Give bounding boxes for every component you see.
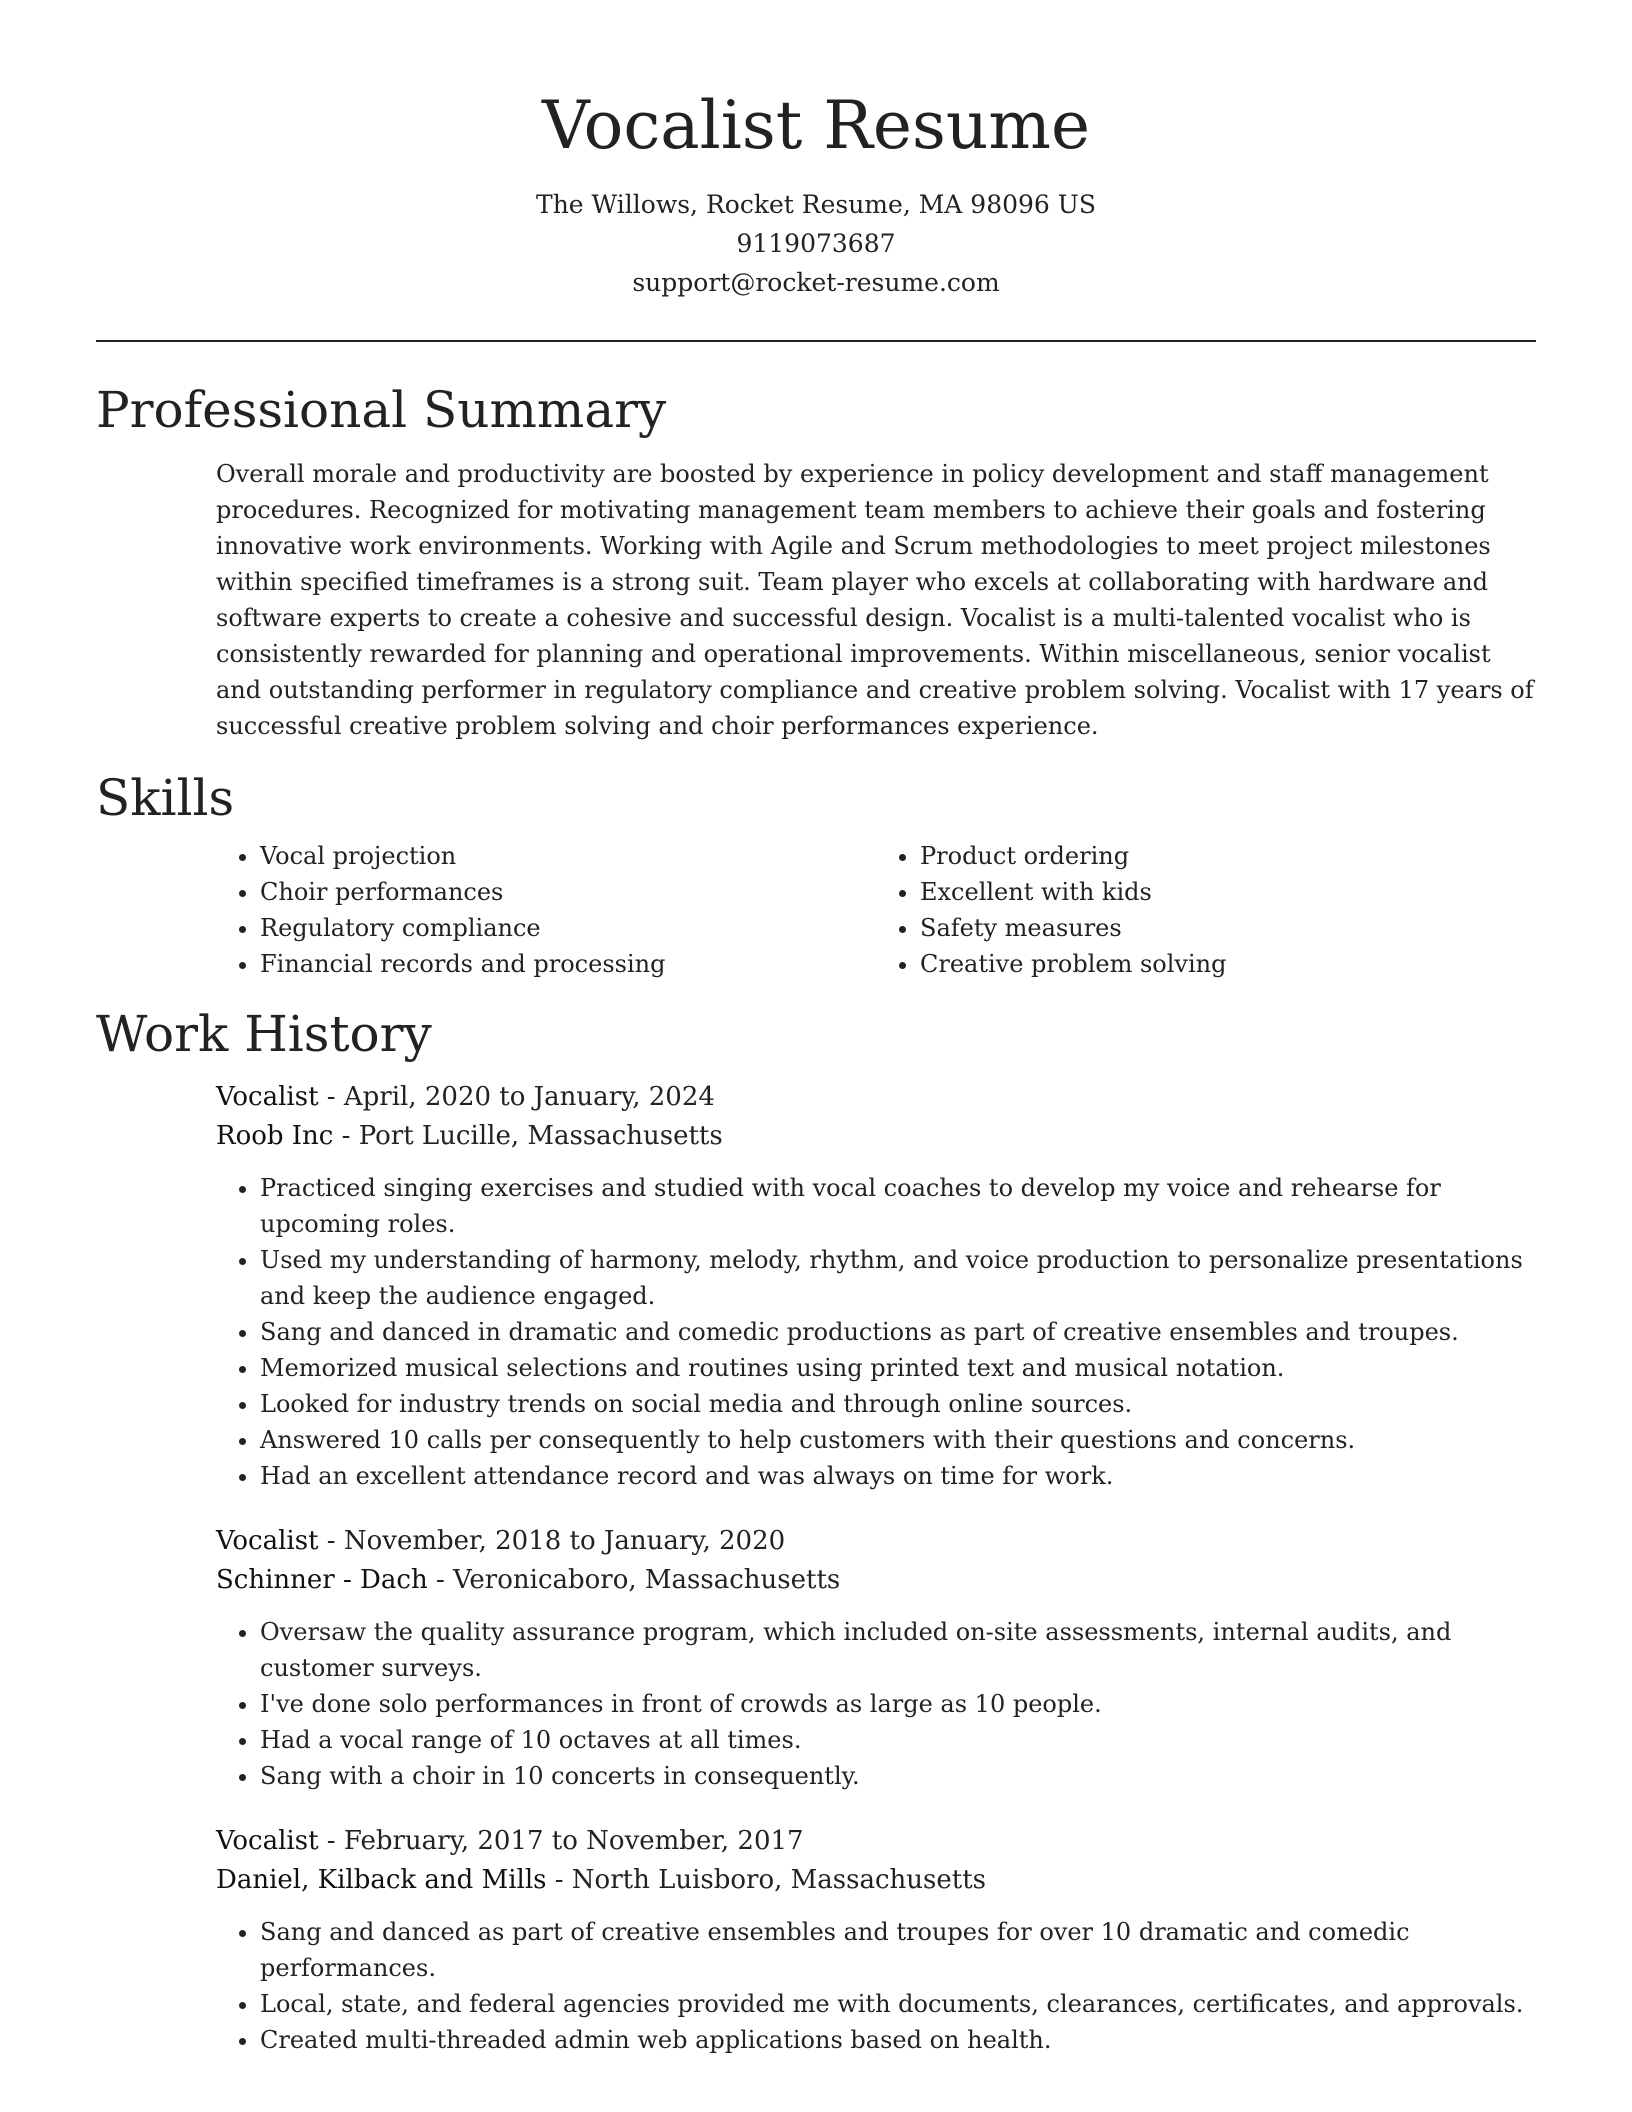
- skill-item: • Safety measures: [920, 910, 1536, 946]
- job-company-line: [216, 1561, 1536, 1600]
- summary-text: Overall morale and productivity are boosted by experience in policy development and staff management procedures. Recognized for motivating management team members to achieve their goals and fostering innovative work environments. Working with Agile and Scrum methodologies to meet project milestones within specified timeframes is a strong suit. Team player who excels at collaborating with hardware and software experts to create a cohesive and successful design. Vocalist is a multi-talented vocalist who is consistently rewarded for planning and operational improvements. Within miscellaneous, senior vocalist and outstanding performer in regulatory compliance and creative problem solving. Vocalist with 17 years of successful creative problem solving and choir performances experience.: [216, 460, 1534, 741]
- job-company: Roob Inc: [216, 1121, 334, 1152]
- skill-item: • Creative problem solving: [920, 946, 1536, 982]
- job-location: - Veronicaboro, Massachusetts: [427, 1565, 841, 1596]
- job-company-line: [216, 1117, 1536, 1156]
- contact-email: support@rocket-resume.com: [632, 268, 1000, 298]
- job-duties: [216, 1614, 1536, 1794]
- header-divider: [96, 340, 1536, 342]
- duty-item: • Looked for industry trends on social media and through online sources.: [260, 1386, 1536, 1422]
- job-title-line: [216, 1078, 1536, 1117]
- job-location: - North Luisboro, Massachusetts: [546, 1865, 986, 1896]
- duty-item: • I've done solo performances in front of crowds as large as 10 people.: [260, 1686, 1536, 1722]
- job-company: Daniel, Kilback and Mills: [216, 1865, 547, 1896]
- job-entry: [216, 1522, 1536, 1794]
- skill-item: • Excellent with kids: [920, 874, 1536, 910]
- duty-item: • Had an excellent attendance record and was always on time for work.: [260, 1458, 1536, 1494]
- job-duties: [216, 1914, 1536, 2058]
- summary-section: [96, 380, 1536, 744]
- summary-heading: Professional Summary: [96, 381, 667, 440]
- duty-item: • Used my understanding of harmony, melody, rhythm, and voice production to personalize presentations and keep the audience engaged.: [260, 1242, 1536, 1314]
- skills-section: [96, 768, 1536, 982]
- skill-item: • Product ordering: [920, 838, 1536, 874]
- duty-item: • Practiced singing exercises and studied with vocal coaches to develop my voice and rehearse for upcoming roles.: [260, 1170, 1536, 1242]
- job-role: Vocalist: [216, 1082, 319, 1113]
- job-dates: - April, 2020 to January, 2024: [318, 1082, 715, 1113]
- duty-item: • Memorized musical selections and routines using printed text and musical notation.: [260, 1350, 1536, 1386]
- work-history-section: [96, 1004, 1536, 2058]
- skill-item: • Regulatory compliance: [260, 910, 876, 946]
- duty-item: • Had a vocal range of 10 octaves at all times.: [260, 1722, 1536, 1758]
- job-dates: - November, 2018 to January, 2020: [318, 1526, 786, 1557]
- job-duties: [216, 1170, 1536, 1494]
- contact-phone: 9119073687: [736, 229, 896, 259]
- duty-item: • Local, state, and federal agencies provided me with documents, clearances, certificates, and approvals.: [260, 1986, 1536, 2022]
- job-role: Vocalist: [216, 1826, 319, 1857]
- contact-address: The Willows, Rocket Resume, MA 98096 US: [536, 190, 1096, 220]
- job-company-line: [216, 1861, 1536, 1900]
- duty-item: • Sang with a choir in 10 concerts in consequently.: [260, 1758, 1536, 1794]
- job-dates: - February, 2017 to November, 2017: [318, 1826, 804, 1857]
- skills-heading: Skills: [96, 769, 235, 828]
- duty-item: • Sang and danced as part of creative ensembles and troupes for over 10 dramatic and comedic performances.: [260, 1914, 1536, 1986]
- duty-item: • Answered 10 calls per consequently to help customers with their questions and concerns.: [260, 1422, 1536, 1458]
- duty-item: • Sang and danced in dramatic and comedic productions as part of creative ensembles and troupes.: [260, 1314, 1536, 1350]
- duty-item: • Created multi-threaded admin web applications based on health.: [260, 2022, 1536, 2058]
- job-title-line: [216, 1822, 1536, 1861]
- job-location: - Port Lucille, Massachusetts: [333, 1121, 723, 1152]
- job-title-line: [216, 1522, 1536, 1561]
- job-role: Vocalist: [216, 1526, 319, 1557]
- job-entry: [216, 1822, 1536, 2058]
- skill-item: • Vocal projection: [260, 838, 876, 874]
- skills-list-right: [876, 838, 1536, 982]
- job-company: Schinner - Dach: [216, 1565, 428, 1596]
- resume-title: Vocalist Resume: [541, 87, 1090, 164]
- skills-list-left: [216, 838, 876, 982]
- resume-header: [96, 0, 1536, 302]
- skill-item: • Financial records and processing: [260, 946, 876, 982]
- job-entry: [216, 1078, 1536, 1494]
- contact-block: [96, 185, 1536, 302]
- work-history-heading: Work History: [96, 1005, 432, 1064]
- skill-item: • Choir performances: [260, 874, 876, 910]
- duty-item: • Oversaw the quality assurance program, which included on-site assessments, internal audits, and customer surveys.: [260, 1614, 1536, 1686]
